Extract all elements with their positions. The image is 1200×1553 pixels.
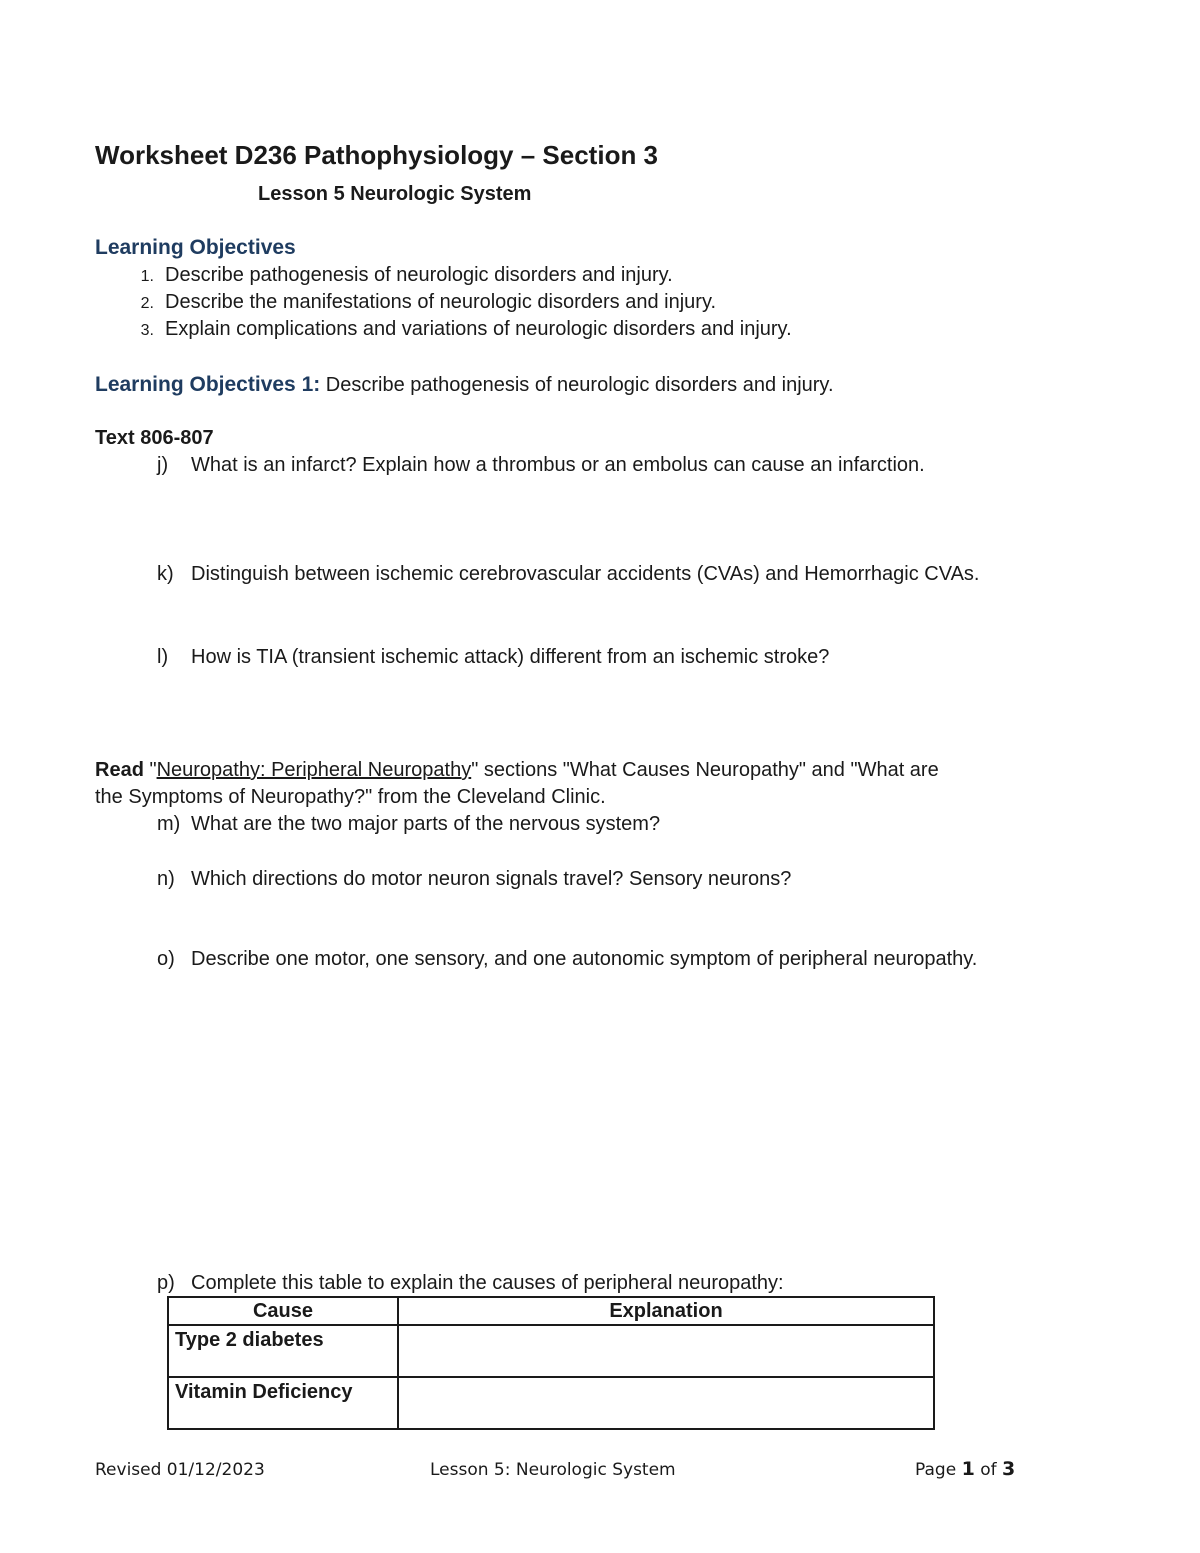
objective-1-heading: Learning Objectives 1: — [95, 373, 321, 396]
objective-number: 1. — [140, 268, 154, 285]
page-current: 1 — [961, 1458, 975, 1480]
objective-number: 3. — [140, 322, 154, 339]
explanation-cell[interactable] — [398, 1377, 934, 1429]
objective-1-text: Describe pathogenesis of neurologic disorders and injury. — [320, 374, 834, 396]
read-label: Read — [95, 759, 144, 781]
page-of: of — [974, 1460, 1002, 1480]
question-text: How is TIA (transient ischemic attack) different from an ischemic stroke? — [191, 646, 830, 668]
footer-page-number — [915, 1458, 1015, 1480]
cause-cell: Vitamin Deficiency — [168, 1377, 398, 1429]
question-p — [157, 1272, 784, 1295]
objective-text: Explain complications and variations of neurologic disorders and injury. — [165, 318, 792, 340]
explanation-cell[interactable] — [398, 1325, 934, 1377]
footer-lesson-name: Lesson 5: Neurologic System — [430, 1460, 676, 1480]
question-text: What are the two major parts of the nervous system? — [191, 813, 661, 835]
question-letter: p) — [157, 1272, 175, 1294]
question-text: Complete this table to explain the causes of peripheral neuropathy: — [191, 1272, 784, 1294]
question-n — [157, 868, 791, 891]
question-letter: n) — [157, 868, 175, 890]
table-header-row — [168, 1297, 934, 1325]
read-instruction-line-2: the Symptoms of Neuropathy?" from the Cleveland Clinic. — [95, 786, 606, 808]
question-j — [157, 454, 925, 477]
quote-open: " — [143, 759, 157, 781]
causes-table — [167, 1296, 935, 1430]
read-instruction-line-1 — [95, 759, 939, 782]
objective-item — [130, 264, 673, 287]
objective-text: Describe the manifestations of neurologic disorders and injury. — [165, 291, 717, 313]
question-o — [157, 948, 977, 971]
question-letter: o) — [157, 948, 175, 970]
question-text: What is an infarct? Explain how a thrombus or an embolus can cause an infarction. — [191, 454, 925, 476]
text-pages-heading: Text 806-807 — [95, 427, 214, 449]
objective-item — [130, 291, 716, 314]
question-k — [157, 563, 979, 586]
objective-text: Describe pathogenesis of neurologic disorders and injury. — [165, 264, 673, 286]
page-total: 3 — [1002, 1458, 1016, 1480]
table-row — [168, 1377, 934, 1429]
question-l — [157, 646, 829, 669]
question-m — [157, 813, 660, 836]
objective-1-line — [95, 373, 834, 397]
column-header-cause: Cause — [168, 1297, 398, 1325]
table-row — [168, 1325, 934, 1377]
objective-item — [130, 318, 792, 341]
column-header-explanation: Explanation — [398, 1297, 934, 1325]
question-text: Which directions do motor neuron signals travel? Sensory neurons? — [191, 868, 792, 890]
learning-objectives-heading: Learning Objectives — [95, 236, 296, 259]
question-text: Distinguish between ischemic cerebrovascular accidents (CVAs) and Hemorrhagic CVAs. — [191, 563, 980, 585]
page-title: Worksheet D236 Pathophysiology – Section 3 — [95, 140, 659, 170]
page-prefix: Page — [915, 1460, 962, 1480]
question-letter: k) — [157, 563, 174, 585]
neuropathy-article-link[interactable]: Neuropathy: Peripheral Neuropathy — [156, 759, 472, 781]
read-instruction-rest: " sections "What Causes Neuropathy" and "What are — [471, 759, 939, 781]
objective-number: 2. — [140, 295, 154, 312]
question-letter: m) — [157, 813, 181, 835]
question-letter: l) — [157, 646, 169, 668]
footer-revised-date: Revised 01/12/2023 — [95, 1460, 265, 1480]
page-subtitle: Lesson 5 Neurologic System — [258, 183, 532, 205]
cause-cell: Type 2 diabetes — [168, 1325, 398, 1377]
question-letter: j) — [157, 454, 169, 476]
question-text: Describe one motor, one sensory, and one autonomic symptom of peripheral neuropathy. — [191, 948, 978, 970]
